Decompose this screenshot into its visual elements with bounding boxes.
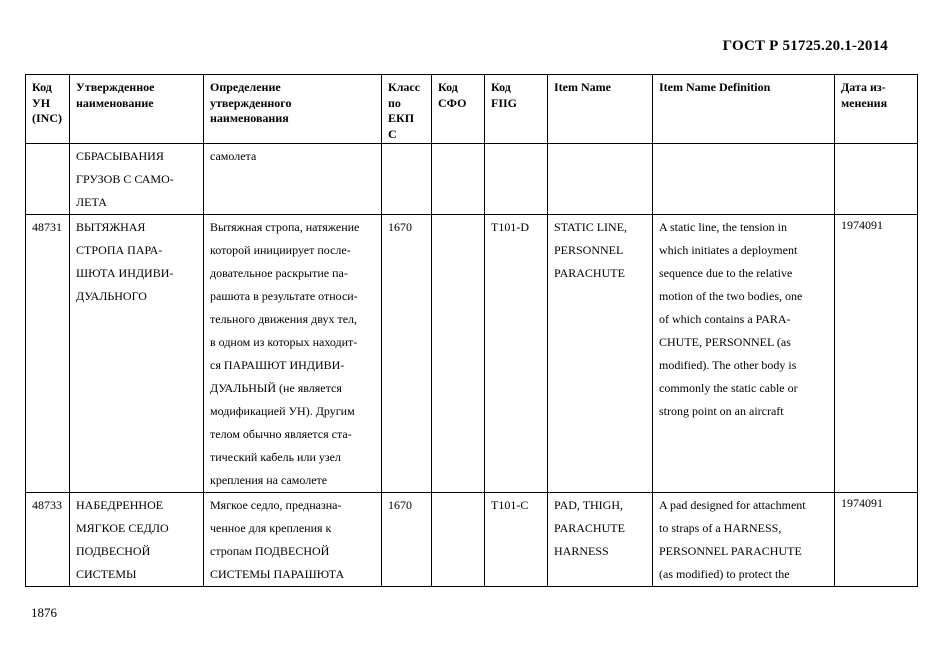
cell-date: 1974091 — [835, 493, 918, 587]
header-code-inc: Код УН (INC) — [26, 75, 70, 144]
cell-item-name — [548, 144, 653, 215]
cell-fiig — [485, 144, 548, 215]
header-sfo-code: Код СФО — [432, 75, 485, 144]
page-number: 1876 — [31, 605, 57, 620]
cell-fiig: T101-D — [485, 215, 548, 493]
cell-sfo — [432, 493, 485, 587]
header-change-date: Дата из- менения — [835, 75, 918, 144]
cell-sfo — [432, 215, 485, 493]
header-class: Класс по ЕКП С — [382, 75, 432, 144]
cell-date — [835, 144, 918, 215]
table-row — [26, 493, 918, 587]
cell-class — [382, 144, 432, 215]
header-approved-name: Утвержденное наименование — [70, 75, 204, 144]
cell-item-name: PAD, THIGH, PARACHUTE HARNESS — [548, 493, 653, 587]
cell-code: 48731 — [26, 215, 70, 493]
cell-class: 1670 — [382, 493, 432, 587]
header-item-name: Item Name — [548, 75, 653, 144]
document-code: ГОСТ Р 51725.20.1-2014 — [722, 38, 888, 54]
table-row — [26, 144, 918, 215]
cell-name: СБРАСЫВАНИЯ ГРУЗОВ С САМО- ЛЕТА — [70, 144, 204, 215]
cell-name: НАБЕДРЕННОЕ МЯГКОЕ СЕДЛО ПОДВЕСНОЙ СИСТЕМЫ — [70, 493, 204, 587]
cell-definition: Вытяжная стропа, натяжение которой инициирует после- довательное раскрытие па- рашюта в результате относи- тельного движения двух тел, в одном из которых находит- ся ПАРАШЮТ ИНДИВИ- ДУАЛЬНЫЙ (не является модификацией УН). Другим телом обычно является ста- тический кабель или узел крепления на самолете — [204, 215, 382, 493]
table-row — [26, 215, 918, 493]
cell-code: 48733 — [26, 493, 70, 587]
nomenclature-table — [25, 74, 918, 587]
cell-class: 1670 — [382, 215, 432, 493]
cell-item-name: STATIC LINE, PERSONNEL PARACHUTE — [548, 215, 653, 493]
cell-definition: Мягкое седло, предназна- ченное для крепления к стропам ПОДВЕСНОЙ СИСТЕМЫ ПАРАШЮТА — [204, 493, 382, 587]
cell-item-definition — [653, 144, 835, 215]
header-item-name-definition: Item Name Definition — [653, 75, 835, 144]
cell-fiig: T101-C — [485, 493, 548, 587]
cell-item-definition: A pad designed for attachment to straps of a HARNESS, PERSONNEL PARACHUTE (as modified) to protect the — [653, 493, 835, 587]
cell-code — [26, 144, 70, 215]
cell-name: ВЫТЯЖНАЯ СТРОПА ПАРА- ШЮТА ИНДИВИ- ДУАЛЬНОГО — [70, 215, 204, 493]
cell-item-definition: A static line, the tension in which initiates a deployment sequence due to the relative motion of the two bodies, one of which contains a PARA- CHUTE, PERSONNEL (as modified). The other body is commonly the static cable or strong point on an aircraft — [653, 215, 835, 493]
cell-sfo — [432, 144, 485, 215]
cell-definition: самолета — [204, 144, 382, 215]
header-name-definition: Определение утвержденного наименования — [204, 75, 382, 144]
header-fiig-code: Код FIIG — [485, 75, 548, 144]
cell-date: 1974091 — [835, 215, 918, 493]
table-header-row — [26, 75, 918, 144]
